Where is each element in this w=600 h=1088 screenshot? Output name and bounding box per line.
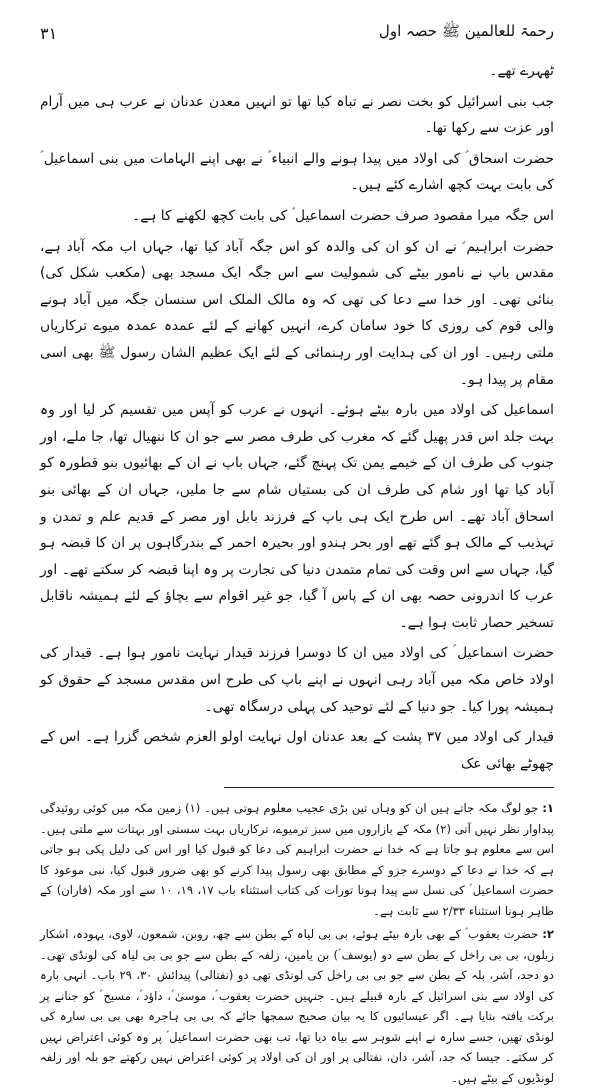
- paragraph: اس جگہ میرا مقصود صرف حضرت اسماعیل ؑ کی بابت کچھ لکھنے کا ہے۔: [132, 207, 554, 224]
- footnote: [40, 798, 554, 921]
- page-header: [40, 20, 554, 46]
- paragraph: قیدار کی اولاد میں ۳۷ پشت کے بعد عدنان اول نہایت اولو العزم شخص گزرا ہے۔ اس کے چھوٹے بھائی عک: [40, 729, 554, 772]
- footnote-text: حضرت یعقوب ؑ کے بھی بارہ بیٹے ہوئے، بی بی لیاہ کے بطن سے چھ، روبن، شمعون، لاوی، یہودہ، اشکار زبلون، بی بی راخل کے بطن سے دو (یوسف ؑ) بن یامین، زلفہ کے بطن سے جو بی بی لیاہ کی لونڈی تھی۔ دو دجد، آشر، بلہ کے بطن سے جو بی بی راخل کی لونڈی تھی دو (نفتالی) پیدائش ۳۰، ۲۹ باب۔ انہی بارہ کی اولاد سے بنی اسرائیل کے بارہ قبیلے ہیں۔ جنہیں حضرت یعقوب ؑ، موسیٰ ؑ، داؤد ؑ، مسیح ؑ کو جنانے پر برکت یافتہ بتایا ہے۔ اگر عیسائیوں کا یہ بیان صحیح سمجھا جائے کہ بی بی ہاجرہ بھی بی بی سارہ کی لونڈی تھیں، جسے سارہ نے اپنے شوہر سے بیاہ دیا تھا، تب بھی حضرت اسماعیل ؑ پر وہ کوئی اعتراض نہیں کر سکتے۔ جیسا کہ جد، آشر، دان، نفتالی پر اور ان کی اولاد پر کوئی اعتراض نہیں رکھتے جو بلہ اور زلفہ لونڈیوں کے بیٹے ہیں۔: [40, 927, 554, 1085]
- paragraph: حضرت ابراہیم ؑ نے ان کو ان کی والدہ کو اس جگہ آباد کیا تھا، جہاں اب مکہ آباد ہے، مقدس باپ نے نامور بیٹے کی شمولیت سے اس جگہ ایک مسجد بھی (مکعب شکل کی) بنائی تھی۔ اور خدا سے دعا کی تھی کہ وہ مالک الملک اس سنسان جگہ میں آباد ہونے والی قوم کی روزی کا خود سامان کرے، انہیں کھانے کے لئے عمدہ عمدہ میوے ترکاریاں ملتی رہیں۔ اور ان کی ہدایت اور رہنمائی کے لئے ایک عظیم الشان رسول ﷺ بھی اسی مقام پر پیدا ہو۔: [40, 238, 554, 388]
- paragraph: ٹھہرے تھے۔: [489, 63, 554, 79]
- footnotes: [40, 798, 554, 1088]
- paragraph: حضرت اسماعیل ؑ کی اولاد میں ان کا دوسرا فرزند قیدار نہایت نامور ہوا ہے۔ قیدار کی اولاد خاص مکہ میں آباد رہی انہوں نے اپنے باپ کی طرح اس مقدس مسجد کے حقوق کو ہمیشہ پورا کیا۔ جو دنیا کے لئے توحید کی پہلی درسگاہ تھی۔: [40, 645, 554, 715]
- paragraph: اسماعیل کی اولاد میں بارہ بیٹے ہوئے۔ انہوں نے عرب کو آپس میں تقسیم کر لیا اور وہ بہت جلد اس قدر پھیل گئے کہ مغرب کی طرف مصر سے جو ان کا ننھیال تھا، جا ملے، اور جنوب کی طرف ان کے خیمے یمن تک پہنچ گئے، جہاں باپ نے ان کے بھائیوں بنو قطورہ کو آباد کیا تھا اور شام کی طرف ان کی بستیاں شام سے جا ملیں، جہاں ان کے بھائی بنو اسحاق آباد تھے۔ اس طرح ایک ہی باپ کے فرزند بابل اور مصر کے قدیم علم و تمدن و تہذیب کے مالک ہو گئے تھے اور بحر ہندو اور بحیرہ احمر کے بندرگاہوں پر ان کا قبضہ ہو گیا، جہاں سے اس وقت کی تمام متمدن دنیا کی تجارت پر وہ اپنا قبضہ کر سکتے تھے۔ اور عرب کا اندرونی حصہ بھی ان کے پاس آ گیا، جو غیر اقوام سے بچاؤ کے لئے ہمیشہ ناقابل تسخیر حصار ثابت ہوا ہے۔: [40, 402, 554, 631]
- paragraph: حضرت اسحاق ؑ کی اولاد میں پیدا ہونے والے انبیاء ؑ نے بھی اپنے الہامات میں بنی اسماعیل ؑ کی بابت بہت کچھ اشارے کئے ہیں۔: [40, 150, 554, 194]
- page-number: ۳۱: [40, 23, 58, 43]
- footnote-divider: [224, 787, 554, 788]
- main-text: [40, 58, 554, 777]
- footnote-number: ۲:: [542, 927, 554, 942]
- footnote-number: ۱:: [542, 801, 554, 816]
- running-title: رحمۃ للعالمین ﷺ حصہ اول: [378, 22, 554, 40]
- paragraph: جب بنی اسرائیل کو بخت نصر نے تباہ کیا تھا تو انہیں معدن عدنان نے عرب ہی میں آرام اور عزت سے رکھا تھا۔: [40, 93, 554, 137]
- footnote-text: جو لوگ مکہ جاتے ہیں ان کو وہاں تین بڑی عجیب معلوم ہوتی ہیں۔ (۱) زمین مکہ میں کوئی روئیدگی پیداوار نظر نہیں آتی (۲) مکہ کے بازاروں میں سبز ترمیوے، ترکاریاں بہت سستی اور بہتات سے ملتی ہیں۔ اس سے معلوم ہو جاتا ہے کہ خدا نے حضرت ابراہیم کی دعا کو قبول کیا اور اس کی دلیل پکی ہو جاتی ہے کہ خدا نے دعا کے دوسرے جزو کے مطابق بھی رسول پیدا کرنے کو بھی ضرور قبول کیا، نبی موعود کا حضرت اسماعیل ؑ کی نسل سے پیدا ہونا تورات کی کتاب استثناء باب ۱۷، ۱۹، ۱۰ سے اور مکہ (فاران) کے ظاہر ہونا استثناء ۲/۳۳ سے ثابت ہے۔: [40, 801, 554, 918]
- footnote: [40, 924, 554, 1088]
